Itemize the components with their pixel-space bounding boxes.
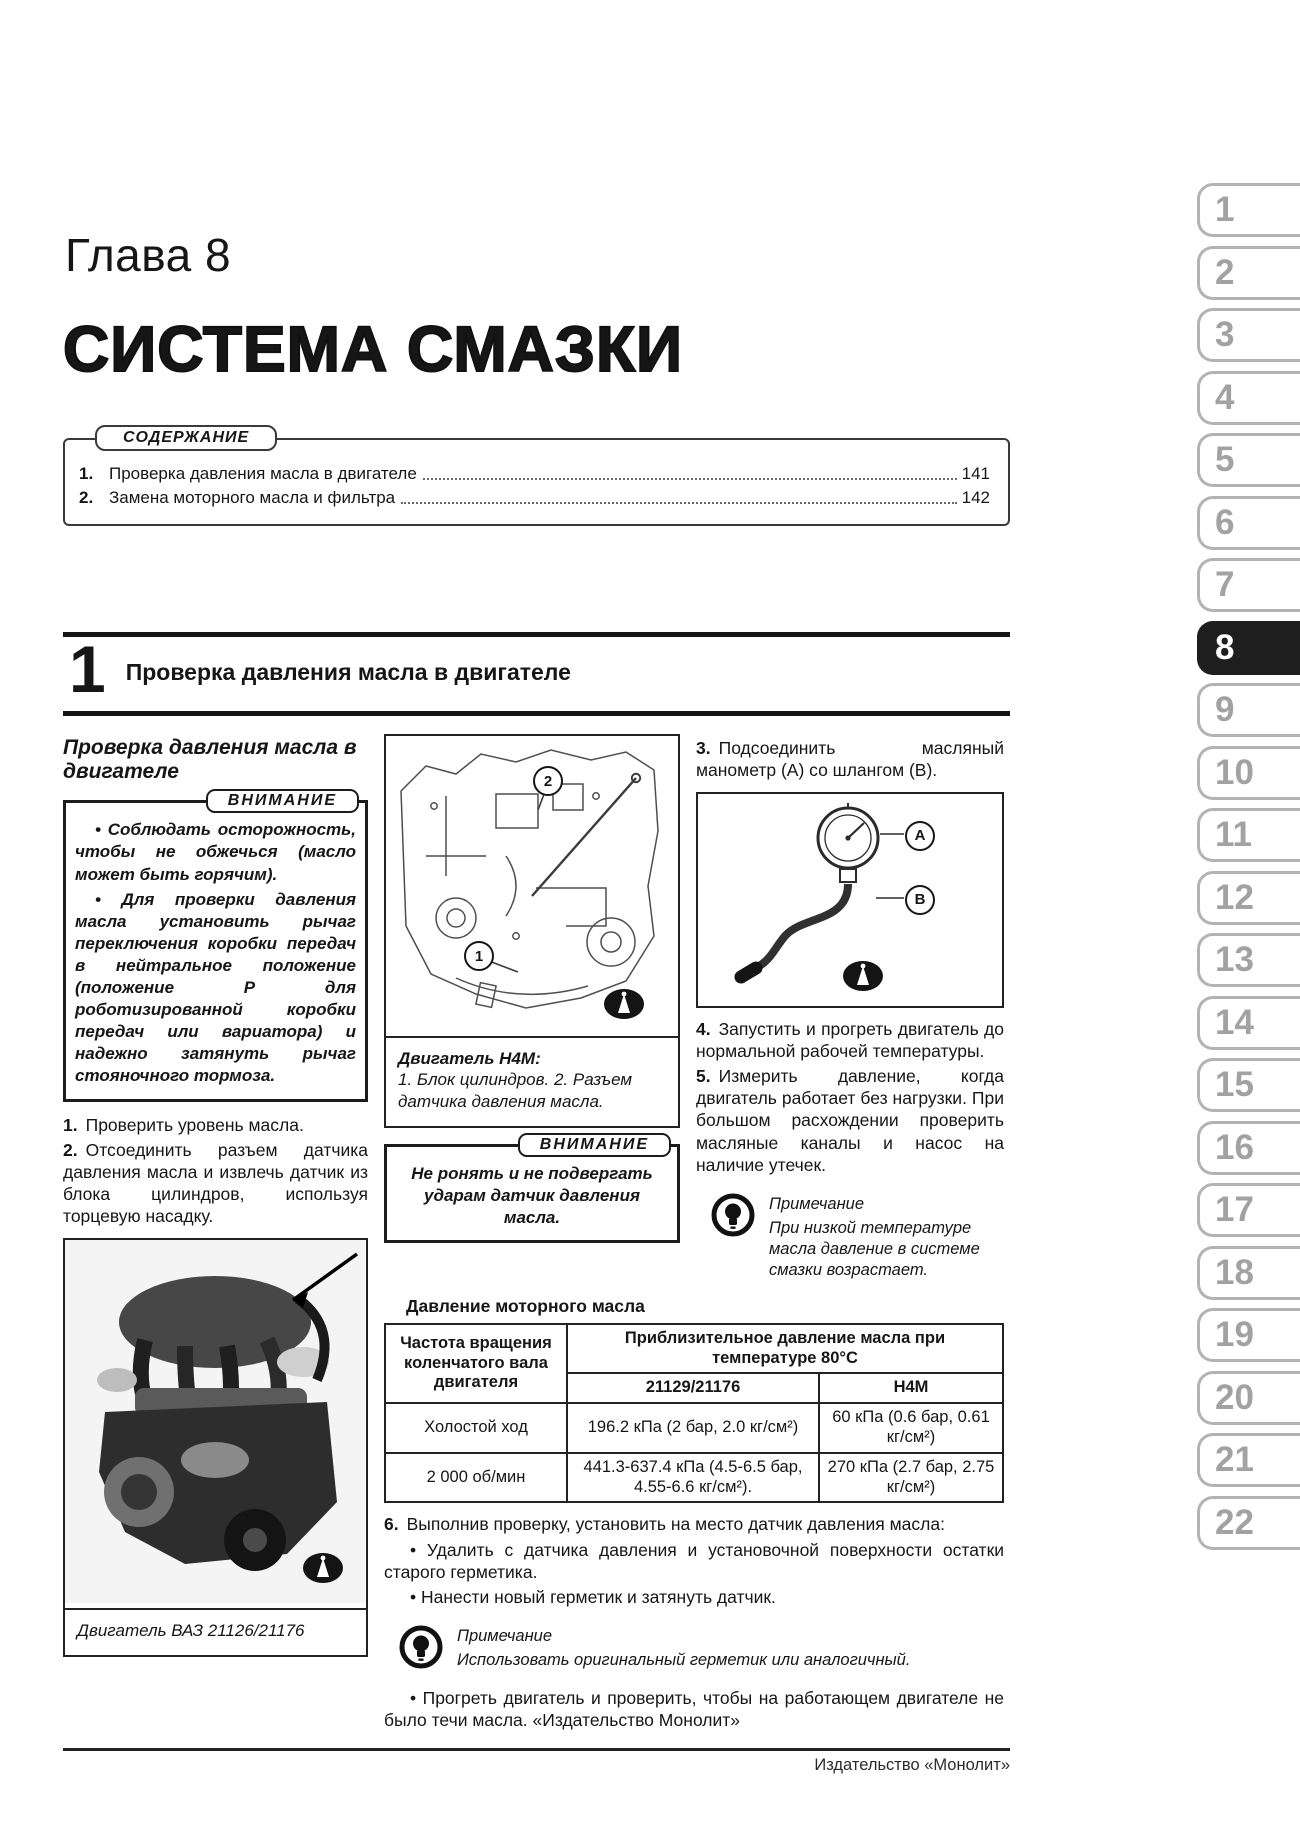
callout-1: 1 — [464, 941, 494, 971]
step-item — [63, 1114, 368, 1136]
chapter-tab-5[interactable] — [1197, 433, 1300, 487]
page-content — [63, 0, 1010, 1735]
chapter-tab-label: 13 — [1215, 940, 1254, 979]
diagram-caption-text: 1. Блок цилиндров. 2. Разъем датчика давления масла. — [398, 1070, 633, 1111]
chapter-tab-label: 1 — [1215, 190, 1235, 229]
table-cell: 270 кПа (2.7 бар, 2.75 кг/см²) — [819, 1453, 1003, 1503]
chapter-tab-10[interactable] — [1197, 746, 1300, 800]
chapter-tab-19[interactable] — [1197, 1308, 1300, 1362]
chapter-tab-label: 16 — [1215, 1127, 1254, 1167]
table-cell: 60 кПа (0.6 бар, 0.61 кг/см²) — [819, 1403, 1003, 1453]
page-title: СИСТЕМА СМАЗКИ — [63, 313, 683, 385]
chapter-tab-17[interactable] — [1197, 1183, 1300, 1237]
step-text: Отсоединить разъем датчика давления масла и извлечь датчик из блока цилиндров, используя торцевую насадку. — [63, 1139, 368, 1227]
step-text: Выполнив проверку, установить на место датчик давления масла: — [406, 1514, 945, 1535]
toc-box — [63, 429, 1010, 526]
chapter-tab-1[interactable] — [1197, 183, 1300, 237]
step-text: Подсоединить масляный манометр (А) со шлангом (В). — [696, 738, 1004, 781]
bullet-item: • Нанести новый герметик и затянуть датчик. — [410, 1587, 776, 1608]
warning-item: • Соблюдать осторожность, чтобы не обжечься (масло может быть горячим). — [75, 820, 356, 884]
chapter-tabs — [1197, 183, 1300, 1550]
chapter-tab-20[interactable] — [1197, 1371, 1300, 1425]
toc-item-label: Проверка давления масла в двигателе — [109, 464, 417, 483]
publisher-text: Издательство «Монолит» — [814, 1756, 1010, 1774]
chapter-tab-label: 7 — [1215, 565, 1235, 604]
chapter-tab-4[interactable] — [1197, 371, 1300, 425]
table-span-header: Приблизительное давление масла при температуре 80°С — [567, 1324, 1003, 1374]
chapter-tab-14[interactable] — [1197, 996, 1300, 1050]
table-subheader: 21129/21176 — [567, 1373, 819, 1403]
step-number: 3. — [696, 738, 711, 759]
h4m-diagram-figure — [384, 734, 680, 1038]
step-number: 4. — [696, 1018, 711, 1039]
chapter-tab-22[interactable] — [1197, 1496, 1300, 1550]
toc-dot-leader — [401, 502, 956, 504]
chapter-tab-label: 15 — [1215, 1065, 1254, 1104]
pressure-heading: Давление моторного масла — [406, 1295, 645, 1316]
chapter-tab-label: 21 — [1215, 1440, 1254, 1479]
chapter-tab-8[interactable] — [1197, 621, 1300, 675]
table-cell: 441.3-637.4 кПа (4.5-6.5 бар, 4.55-6.6 кг/см²). — [567, 1453, 819, 1503]
table-cell: 2 000 об/мин — [385, 1453, 567, 1503]
right-column — [696, 734, 1004, 1282]
step-number: 2. — [63, 1139, 78, 1160]
table-row — [385, 1453, 1003, 1503]
monolit-logo-icon — [303, 1553, 343, 1583]
toc-item-number: 1. — [79, 464, 94, 483]
callout-2: 2 — [533, 766, 563, 796]
chapter-tab-3[interactable] — [1197, 308, 1300, 362]
lightbulb-icon — [398, 1624, 444, 1670]
chapter-tab-label: 9 — [1215, 690, 1235, 729]
step-text: Измерить давление, когда двигатель работает без нагрузки. При большом расхождении проверить масляные каналы и насос на наличие утечек. — [696, 1065, 1004, 1175]
chapter-tab-label: 10 — [1215, 752, 1254, 792]
chapter-tab-label: 2 — [1215, 252, 1235, 292]
chapter-tab-15[interactable] — [1197, 1058, 1300, 1112]
warning-box-left — [63, 792, 368, 1101]
note-sealant — [398, 1624, 1004, 1671]
page-footer — [63, 1748, 1010, 1775]
chapter-tab-9[interactable] — [1197, 683, 1300, 737]
chapter-tab-label: 17 — [1215, 1190, 1254, 1229]
table-col1-header: Частота вращения коленчатого вала двигателя — [385, 1324, 567, 1403]
oil-pressure-gauge-diagram — [698, 794, 1001, 1001]
note-low-temperature — [710, 1192, 1004, 1282]
note-text: При низкой температуре масла давление в системе смазки возрастает. — [769, 1218, 980, 1280]
chapter-tab-label: 12 — [1215, 877, 1254, 917]
table-cell: Холостой ход — [385, 1403, 567, 1453]
chapter-tab-2[interactable] — [1197, 246, 1300, 300]
chapter-tab-label: 8 — [1215, 627, 1235, 667]
toc-dot-leader — [423, 478, 957, 480]
pressure-section — [384, 1296, 1004, 1735]
chapter-tab-label: 20 — [1215, 1377, 1254, 1417]
chapter-tab-label: 11 — [1215, 815, 1252, 854]
lightbulb-icon — [710, 1192, 756, 1238]
step-number: 1. — [63, 1114, 78, 1135]
chapter-tab-label: 5 — [1215, 440, 1235, 479]
chapter-tab-label: 22 — [1215, 1502, 1254, 1542]
toc-item-number: 2. — [79, 488, 94, 507]
warning-label: ВНИМАНИЕ — [206, 789, 359, 813]
step-number: 5. — [696, 1065, 711, 1086]
step-number: 6. — [384, 1514, 399, 1535]
chapter-tab-label: 4 — [1215, 377, 1235, 417]
note-label: Примечание — [457, 1627, 553, 1646]
step-text: Запустить и прогреть двигатель до нормальной рабочей температуры. — [696, 1018, 1004, 1061]
diagram-caption — [384, 1036, 680, 1128]
note-label: Примечание — [769, 1195, 865, 1214]
step-item — [63, 1139, 368, 1228]
photo-caption: Двигатель ВАЗ 21126/21176 — [63, 1608, 368, 1657]
chapter-tab-21[interactable] — [1197, 1433, 1300, 1487]
toc-item[interactable] — [79, 488, 990, 508]
warning-item: • Для проверки давления масла установить рычаг переключения коробки передач в нейтральное положение (положение Р для роботизированной коробки передач или вариатора) и надежно затянуть рычаг стояночного тормоза. — [75, 889, 356, 1086]
toc-item[interactable] — [79, 464, 990, 484]
section-title: Проверка давления масла в двигателе — [125, 658, 571, 685]
monolit-logo-icon — [604, 989, 644, 1019]
bullet-item: • Прогреть двигатель и проверить, чтобы на работающем двигателе не было течи масла. «Издательство Монолит» — [384, 1688, 1004, 1731]
oil-pressure-table — [384, 1323, 1004, 1504]
chapter-tab-16[interactable] — [1197, 1121, 1300, 1175]
chapter-tab-12[interactable] — [1197, 871, 1300, 925]
table-subheader: H4M — [819, 1373, 1003, 1403]
engine-photo-figure — [63, 1238, 368, 1610]
callout-A: A — [905, 821, 935, 851]
note-text: Использовать оригинальный герметик или аналогичный. — [457, 1650, 911, 1669]
section-number: 1 — [69, 632, 106, 706]
chapter-tab-13[interactable] — [1197, 933, 1300, 987]
chapter-tab-label: 19 — [1215, 1315, 1254, 1354]
table-row — [385, 1403, 1003, 1453]
middle-column — [384, 734, 680, 1282]
step-item — [696, 1018, 1004, 1062]
warning-text: Не ронять и не подвергать ударам датчик давления масла. — [411, 1163, 653, 1228]
left-column — [63, 734, 368, 1734]
callout-B: B — [905, 885, 935, 915]
toc-item-page: 142 — [961, 488, 990, 507]
chapter-tab-18[interactable] — [1197, 1246, 1300, 1300]
chapter-tab-label: 18 — [1215, 1252, 1254, 1292]
step-item — [384, 1513, 1004, 1535]
warning-box-middle — [384, 1135, 680, 1243]
bullet-item: • Удалить с датчика давления и установочной поверхности остатки старого герметика. — [384, 1539, 1004, 1582]
section-header — [63, 632, 1010, 716]
gauge-figure — [696, 792, 1004, 1008]
step-item — [696, 737, 1004, 781]
monolit-logo-icon — [843, 961, 883, 991]
chapter-tab-label: 14 — [1215, 1002, 1254, 1042]
toc-item-label: Замена моторного масла и фильтра — [109, 488, 396, 507]
chapter-label: Глава 8 — [65, 229, 232, 281]
chapter-tab-6[interactable] — [1197, 496, 1300, 550]
step-item — [696, 1065, 1004, 1176]
toc-box-label: СОДЕРЖАНИЕ — [95, 425, 277, 451]
warning-label: ВНИМАНИЕ — [518, 1133, 671, 1157]
chapter-tab-11[interactable] — [1197, 808, 1300, 862]
engine-photo — [65, 1240, 365, 1603]
diagram-caption-title: Двигатель H4M: — [398, 1049, 541, 1069]
h4m-engine-diagram — [386, 736, 677, 1031]
chapter-tab-label: 3 — [1215, 315, 1235, 354]
chapter-tab-label: 6 — [1215, 502, 1235, 542]
table-cell: 196.2 кПа (2 бар, 2.0 кг/см²) — [567, 1403, 819, 1453]
step-text: Проверить уровень масла. — [85, 1114, 304, 1135]
toc-item-page: 141 — [961, 464, 990, 483]
left-heading: Проверка давления масла в двигателе — [63, 736, 357, 784]
chapter-tab-7[interactable] — [1197, 558, 1300, 612]
